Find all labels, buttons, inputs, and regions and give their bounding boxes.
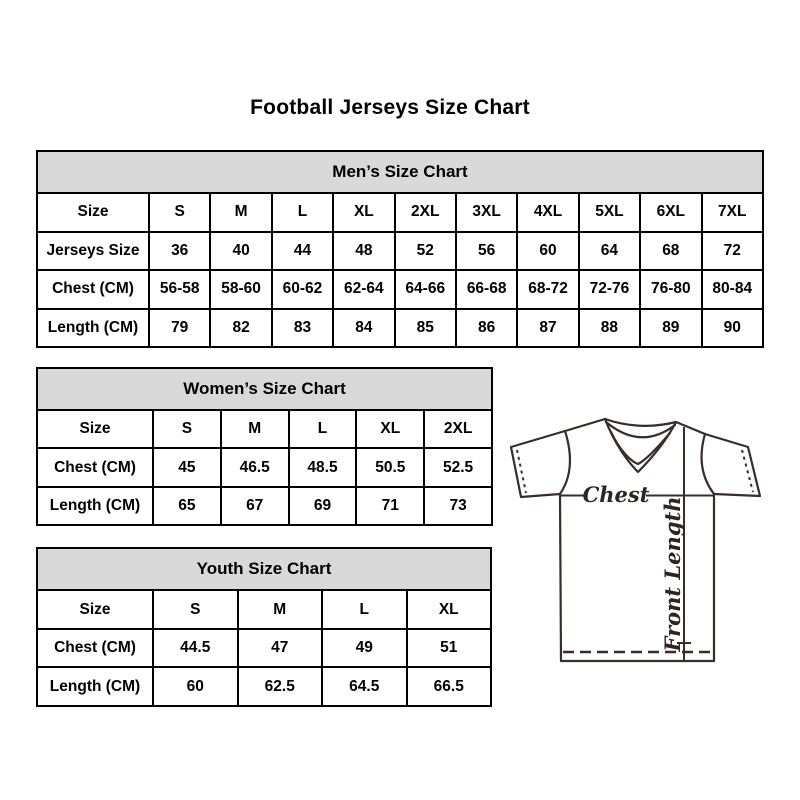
table-cell: 71 <box>356 487 424 525</box>
table-cell: 76-80 <box>640 270 701 308</box>
table-row <box>37 667 491 706</box>
column-header: 7XL <box>702 193 763 231</box>
column-header: 5XL <box>579 193 640 231</box>
table-cell: 90 <box>702 309 763 347</box>
table-title-row <box>37 548 491 590</box>
table-cell: 50.5 <box>356 448 424 486</box>
table-cell: 84 <box>333 309 394 347</box>
table-cell: 68-72 <box>517 270 578 308</box>
column-header: S <box>153 410 221 448</box>
table-cell: 51 <box>407 629 492 668</box>
table-cell: 64-66 <box>395 270 456 308</box>
table-title: Youth Size Chart <box>37 548 491 590</box>
column-header: M <box>221 410 289 448</box>
table-cell: 44 <box>272 232 333 270</box>
column-header-row <box>37 590 491 629</box>
table-cell: 64.5 <box>322 667 407 706</box>
row-header: Chest (CM) <box>37 448 153 486</box>
table-cell: 48 <box>333 232 394 270</box>
column-header: L <box>289 410 357 448</box>
mens-size-table <box>36 150 764 348</box>
table-cell: 49 <box>322 629 407 668</box>
table-cell: 65 <box>153 487 221 525</box>
column-header: L <box>272 193 333 231</box>
table-row <box>37 232 763 270</box>
row-header: Chest (CM) <box>37 629 153 668</box>
column-header: 6XL <box>640 193 701 231</box>
womens-size-table <box>36 367 493 526</box>
table-row <box>37 487 492 525</box>
column-header: 3XL <box>456 193 517 231</box>
column-header-row <box>37 193 763 231</box>
column-header: Size <box>37 590 153 629</box>
table-cell: 60 <box>153 667 238 706</box>
column-header: M <box>238 590 323 629</box>
size-table <box>36 547 492 707</box>
table-cell: 58-60 <box>210 270 271 308</box>
table-row <box>37 629 491 668</box>
size-table <box>36 367 493 526</box>
table-cell: 60 <box>517 232 578 270</box>
table-cell: 87 <box>517 309 578 347</box>
row-header: Jerseys Size <box>37 232 149 270</box>
table-cell: 56-58 <box>149 270 210 308</box>
table-cell: 52.5 <box>424 448 492 486</box>
table-cell: 66.5 <box>407 667 492 706</box>
row-header: Length (CM) <box>37 667 153 706</box>
table-cell: 79 <box>149 309 210 347</box>
page-title: Football Jerseys Size Chart <box>250 96 530 119</box>
table-cell: 40 <box>210 232 271 270</box>
table-cell: 46.5 <box>221 448 289 486</box>
table-cell: 68 <box>640 232 701 270</box>
table-cell: 62.5 <box>238 667 323 706</box>
jersey-outline-drawing <box>503 403 771 675</box>
column-header: S <box>153 590 238 629</box>
table-cell: 73 <box>424 487 492 525</box>
table-cell: 72 <box>702 232 763 270</box>
table-row <box>37 448 492 486</box>
table-title-row <box>37 151 763 193</box>
column-header: L <box>322 590 407 629</box>
table-row <box>37 270 763 308</box>
table-cell: 62-64 <box>333 270 394 308</box>
table-cell: 60-62 <box>272 270 333 308</box>
column-header: 4XL <box>517 193 578 231</box>
row-header: Length (CM) <box>37 309 149 347</box>
size-table <box>36 150 764 348</box>
table-cell: 72-76 <box>579 270 640 308</box>
table-cell: 66-68 <box>456 270 517 308</box>
table-cell: 52 <box>395 232 456 270</box>
front-length-measure-label: Front Length <box>660 496 685 652</box>
column-header: 2XL <box>424 410 492 448</box>
table-cell: 45 <box>153 448 221 486</box>
table-cell: 36 <box>149 232 210 270</box>
table-title: Women’s Size Chart <box>37 368 492 410</box>
column-header: XL <box>407 590 492 629</box>
youth-size-table <box>36 547 492 707</box>
jersey-measurement-diagram <box>503 403 771 675</box>
row-header: Chest (CM) <box>37 270 149 308</box>
table-title-row <box>37 368 492 410</box>
table-cell: 89 <box>640 309 701 347</box>
table-cell: 86 <box>456 309 517 347</box>
table-cell: 80-84 <box>702 270 763 308</box>
chest-measure-label: Chest <box>582 482 650 507</box>
table-cell: 47 <box>238 629 323 668</box>
row-header: Length (CM) <box>37 487 153 525</box>
column-header: Size <box>37 410 153 448</box>
table-cell: 64 <box>579 232 640 270</box>
table-cell: 83 <box>272 309 333 347</box>
table-cell: 48.5 <box>289 448 357 486</box>
column-header: XL <box>333 193 394 231</box>
table-title: Men’s Size Chart <box>37 151 763 193</box>
table-cell: 82 <box>210 309 271 347</box>
table-cell: 69 <box>289 487 357 525</box>
column-header: S <box>149 193 210 231</box>
column-header: 2XL <box>395 193 456 231</box>
column-header: XL <box>356 410 424 448</box>
table-cell: 44.5 <box>153 629 238 668</box>
table-cell: 88 <box>579 309 640 347</box>
table-cell: 56 <box>456 232 517 270</box>
table-cell: 85 <box>395 309 456 347</box>
column-header: Size <box>37 193 149 231</box>
table-cell: 67 <box>221 487 289 525</box>
table-row <box>37 309 763 347</box>
column-header: M <box>210 193 271 231</box>
column-header-row <box>37 410 492 448</box>
